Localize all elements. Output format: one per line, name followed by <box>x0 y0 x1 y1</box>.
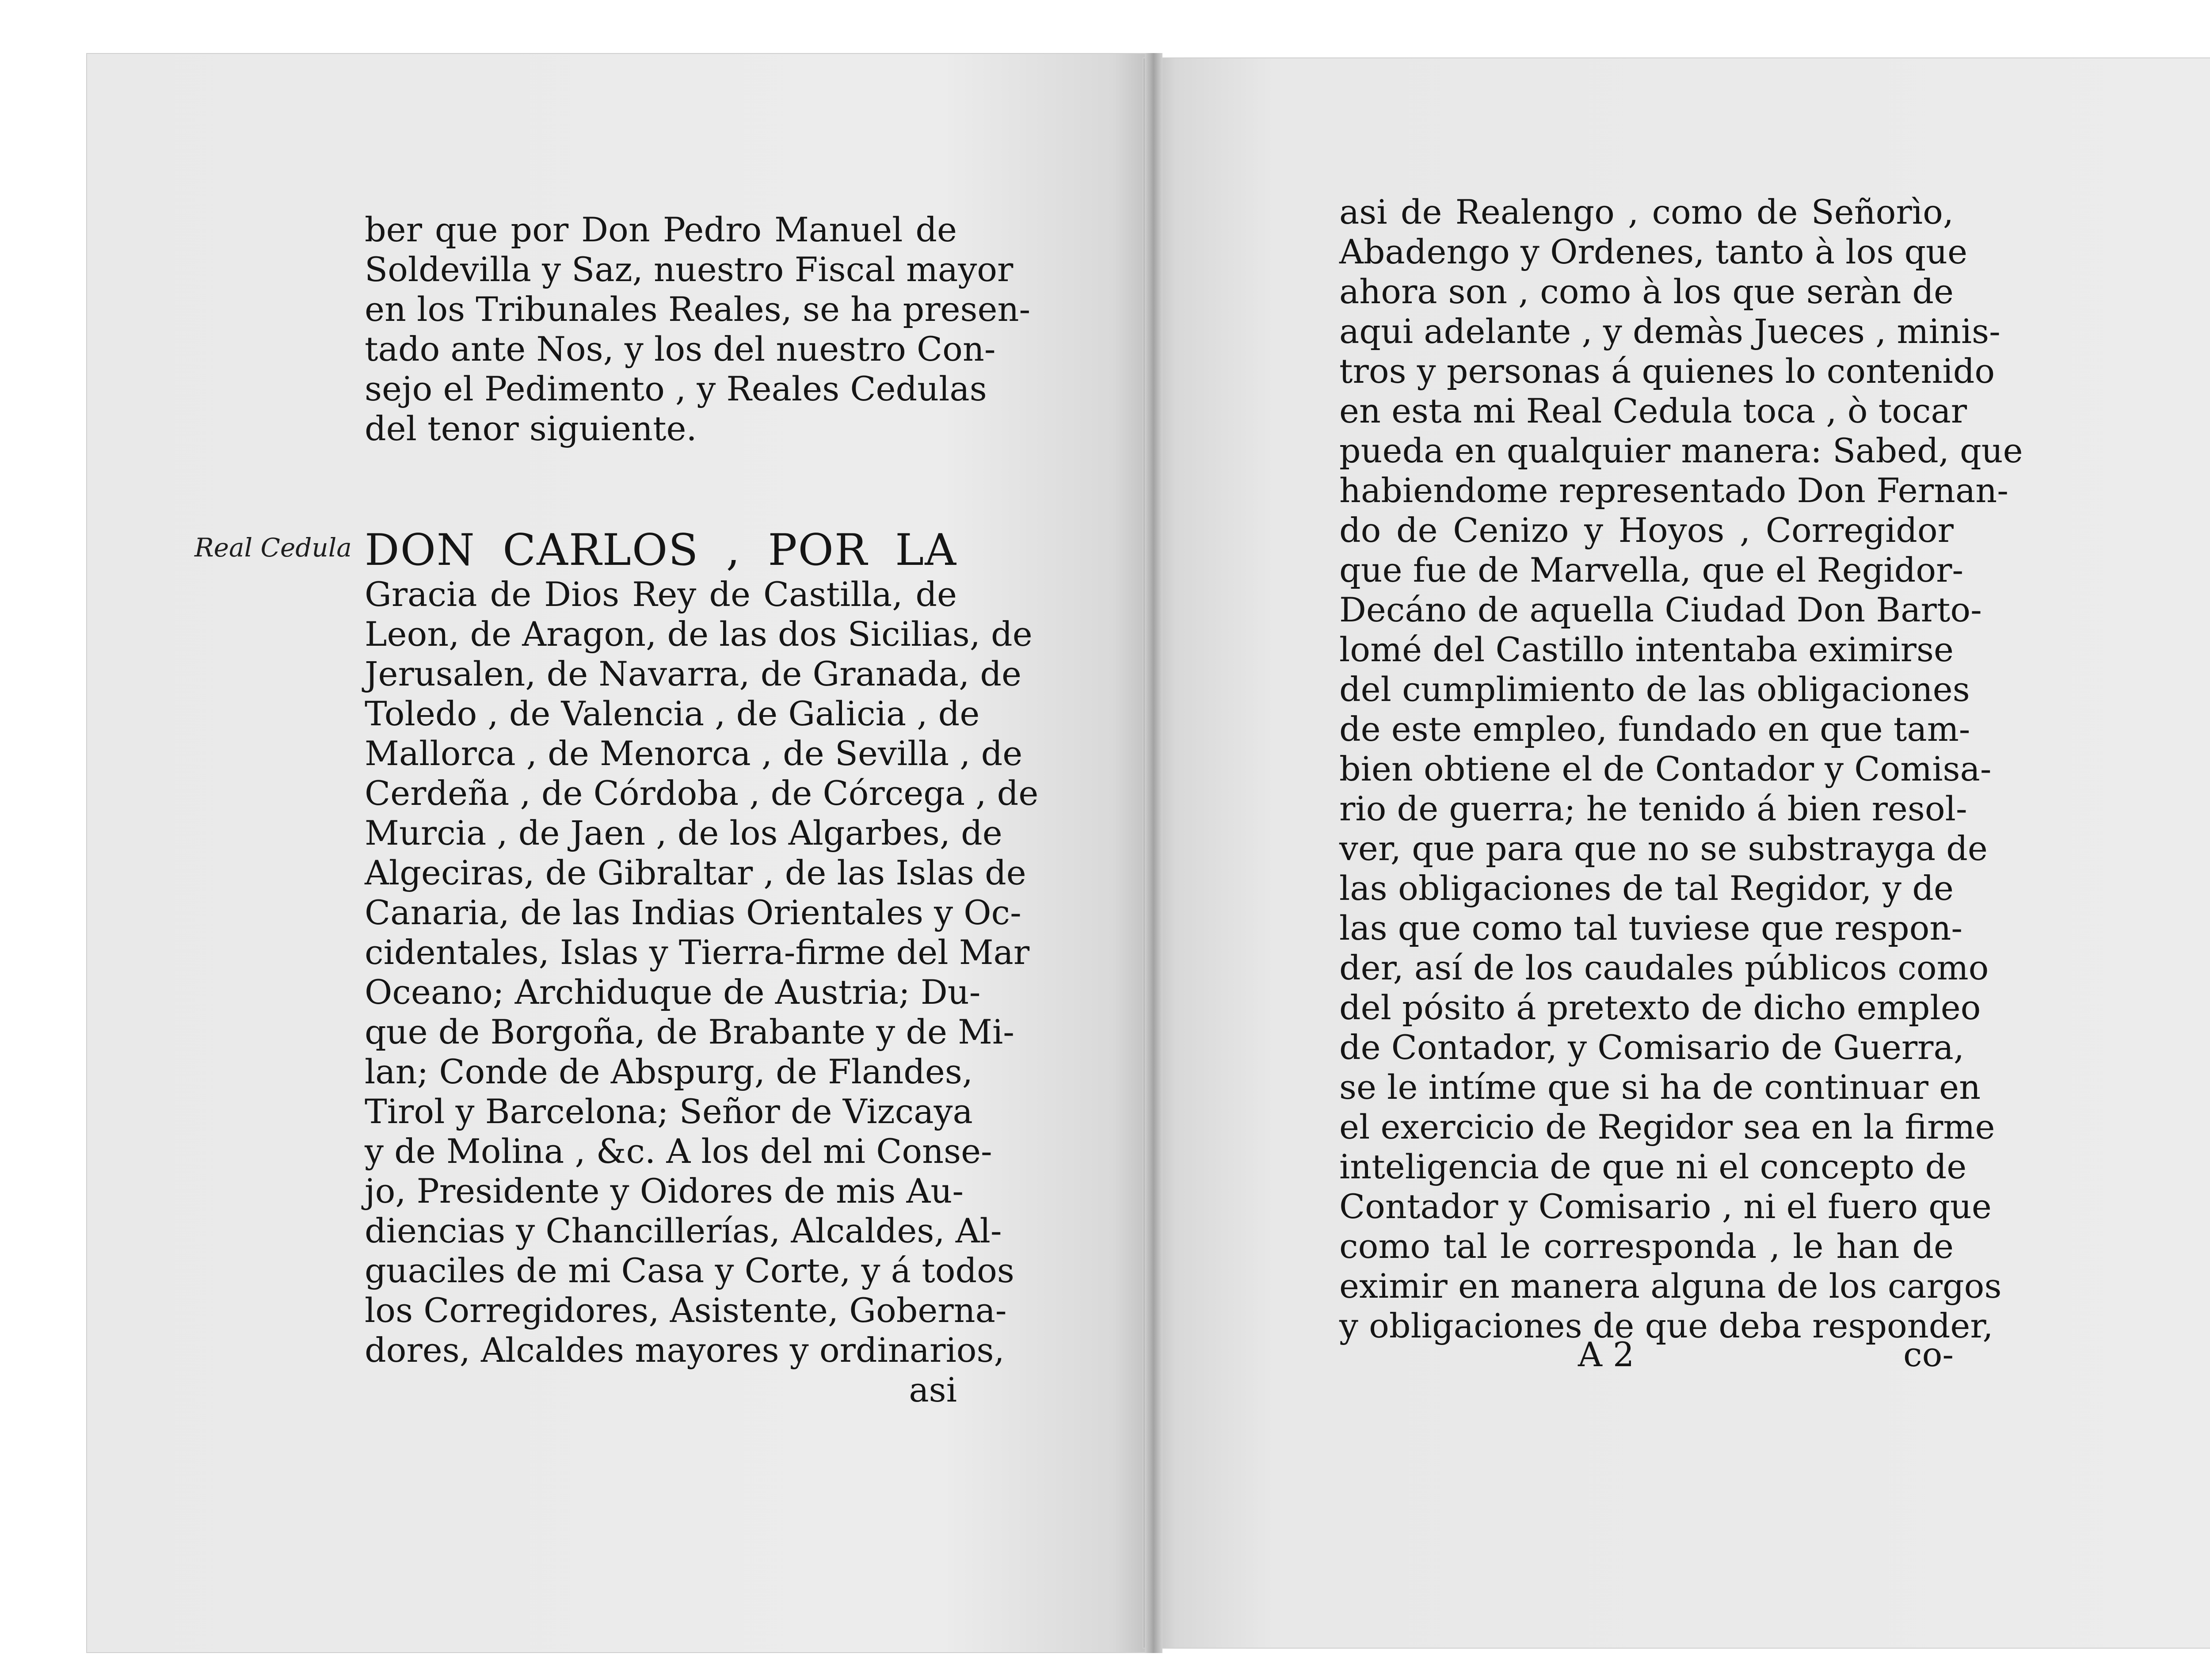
text-line: pueda en qualquier manera: Sabed, que <box>1339 431 2023 470</box>
text-line: Leon, de Aragon, de las dos Sicilias, de <box>365 614 1033 654</box>
text-line: lomé del Castillo intentaba eximirse <box>1339 630 1954 669</box>
text-line: Soldevilla y Saz, nuestro Fiscal mayor <box>365 250 1014 289</box>
text-line: Decáno de aquella Ciudad Don Barto- <box>1339 590 1982 629</box>
text-line: dores, Alcaldes mayores y ordinarios, <box>365 1330 1005 1370</box>
text-line: del tenor siguiente. <box>365 409 697 448</box>
text-line: habiendome representado Don Fernan- <box>1339 471 2008 510</box>
text-line: de Contador, y Comisario de Guerra, <box>1339 1028 1964 1067</box>
text-line: del pósito á pretexto de dicho empleo <box>1339 988 1981 1027</box>
text-line: los Corregidores, Asistente, Goberna- <box>365 1291 1007 1330</box>
text-line: que fue de Marvella, que el Regidor- <box>1339 550 1964 590</box>
text-line: tado ante Nos, y los del nuestro Con- <box>365 329 996 369</box>
left-body-paragraph <box>365 525 1039 1410</box>
signature-mark: A 2 <box>1578 1335 1635 1374</box>
page-footer <box>1339 1335 1954 1375</box>
text-line: asi de Realengo , como de Señorìo, <box>1339 192 1954 232</box>
catchword: asi <box>909 1370 957 1410</box>
text-line: ver, que para que no se substrayga de <box>1339 829 1988 868</box>
text-line: Contador y Comisario , ni el fuero que <box>1339 1187 1992 1226</box>
text-line: sejo el Pedimento , y Reales Cedulas <box>365 369 987 408</box>
royal-heading: DON CARLOS , POR LA <box>365 525 957 575</box>
text-line: Canaria, de las Indias Orientales y Oc- <box>365 893 1021 932</box>
text-line: Gracia de Dios Rey de Castilla, de <box>365 575 957 614</box>
text-line: ber que por Don Pedro Manuel de <box>365 210 957 249</box>
text-line: eximir en manera alguna de los cargos <box>1339 1266 2002 1306</box>
text-line: que de Borgoña, de Brabante y de Mi- <box>365 1012 1014 1051</box>
text-line: Abadengo y Ordenes, tanto à los que <box>1339 232 1968 271</box>
catchword: co- <box>1903 1335 1954 1374</box>
text-line: Cerdeña , de Córdoba , de Córcega , de <box>365 773 1039 813</box>
text-line: aqui adelante , y demàs Jueces , minis- <box>1339 312 2000 351</box>
margin-note: Real Cedula <box>194 533 352 563</box>
text-line: Algeciras, de Gibraltar , de las Islas de <box>365 853 1026 892</box>
text-line: de este empleo, fundado en que tam- <box>1339 709 1970 749</box>
text-line: Jerusalen, de Navarra, de Granada, de <box>365 654 1022 693</box>
text-line: tros y personas á quienes lo contenido <box>1339 351 1995 391</box>
text-line: der, así de los caudales públicos como <box>1339 948 1989 987</box>
text-line: y de Molina , &c. A los del mi Conse- <box>365 1131 992 1171</box>
text-line: bien obtiene el de Contador y Comisa- <box>1339 749 1992 789</box>
text-line: se le intíme que si ha de continuar en <box>1339 1067 1981 1107</box>
text-line: cidentales, Islas y Tierra-firme del Mar <box>365 933 1030 972</box>
text-line: rio de guerra; he tenido á bien resol- <box>1339 789 1967 828</box>
text-line: en esta mi Real Cedula toca , ò tocar <box>1339 391 1967 430</box>
text-line: diencias y Chancillerías, Alcaldes, Al- <box>365 1211 1002 1250</box>
text-line: do de Cenizo y Hoyos , Corregidor <box>1339 510 1954 550</box>
text-line: lan; Conde de Abspurg, de Flandes, <box>365 1052 973 1091</box>
left-top-paragraph <box>365 210 1031 449</box>
text-line: Oceano; Archiduque de Austria; Du- <box>365 972 981 1012</box>
text-line: el exercicio de Regidor sea en la firme <box>1339 1107 1995 1147</box>
right-body-paragraph <box>1339 192 2023 1346</box>
text-line: ahora son , como à los que seràn de <box>1339 272 1954 311</box>
text-line: guaciles de mi Casa y Corte, y á todos <box>365 1251 1014 1290</box>
text-line: y obligaciones de que deba responder, <box>1339 1306 1993 1345</box>
text-line: jo, Presidente y Oidores de mis Au- <box>365 1171 964 1211</box>
text-line: las que como tal tuviese que respon- <box>1339 908 1963 948</box>
text-line: Toledo , de Valencia , de Galicia , de <box>365 694 980 733</box>
text-line: Tirol y Barcelona; Señor de Vizcaya <box>365 1092 973 1131</box>
text-line: en los Tribunales Reales, se ha presen- <box>365 290 1031 329</box>
text-line: como tal le corresponda , le han de <box>1339 1227 1954 1266</box>
text-line: del cumplimiento de las obligaciones <box>1339 670 1970 709</box>
text-line: inteligencia de que ni el concepto de <box>1339 1147 1967 1186</box>
book-spine <box>1145 53 1162 1653</box>
text-line: las obligaciones de tal Regidor, y de <box>1339 869 1954 908</box>
text-line: Murcia , de Jaen , de los Algarbes, de <box>365 813 1002 853</box>
text-line: Mallorca , de Menorca , de Sevilla , de <box>365 734 1023 773</box>
